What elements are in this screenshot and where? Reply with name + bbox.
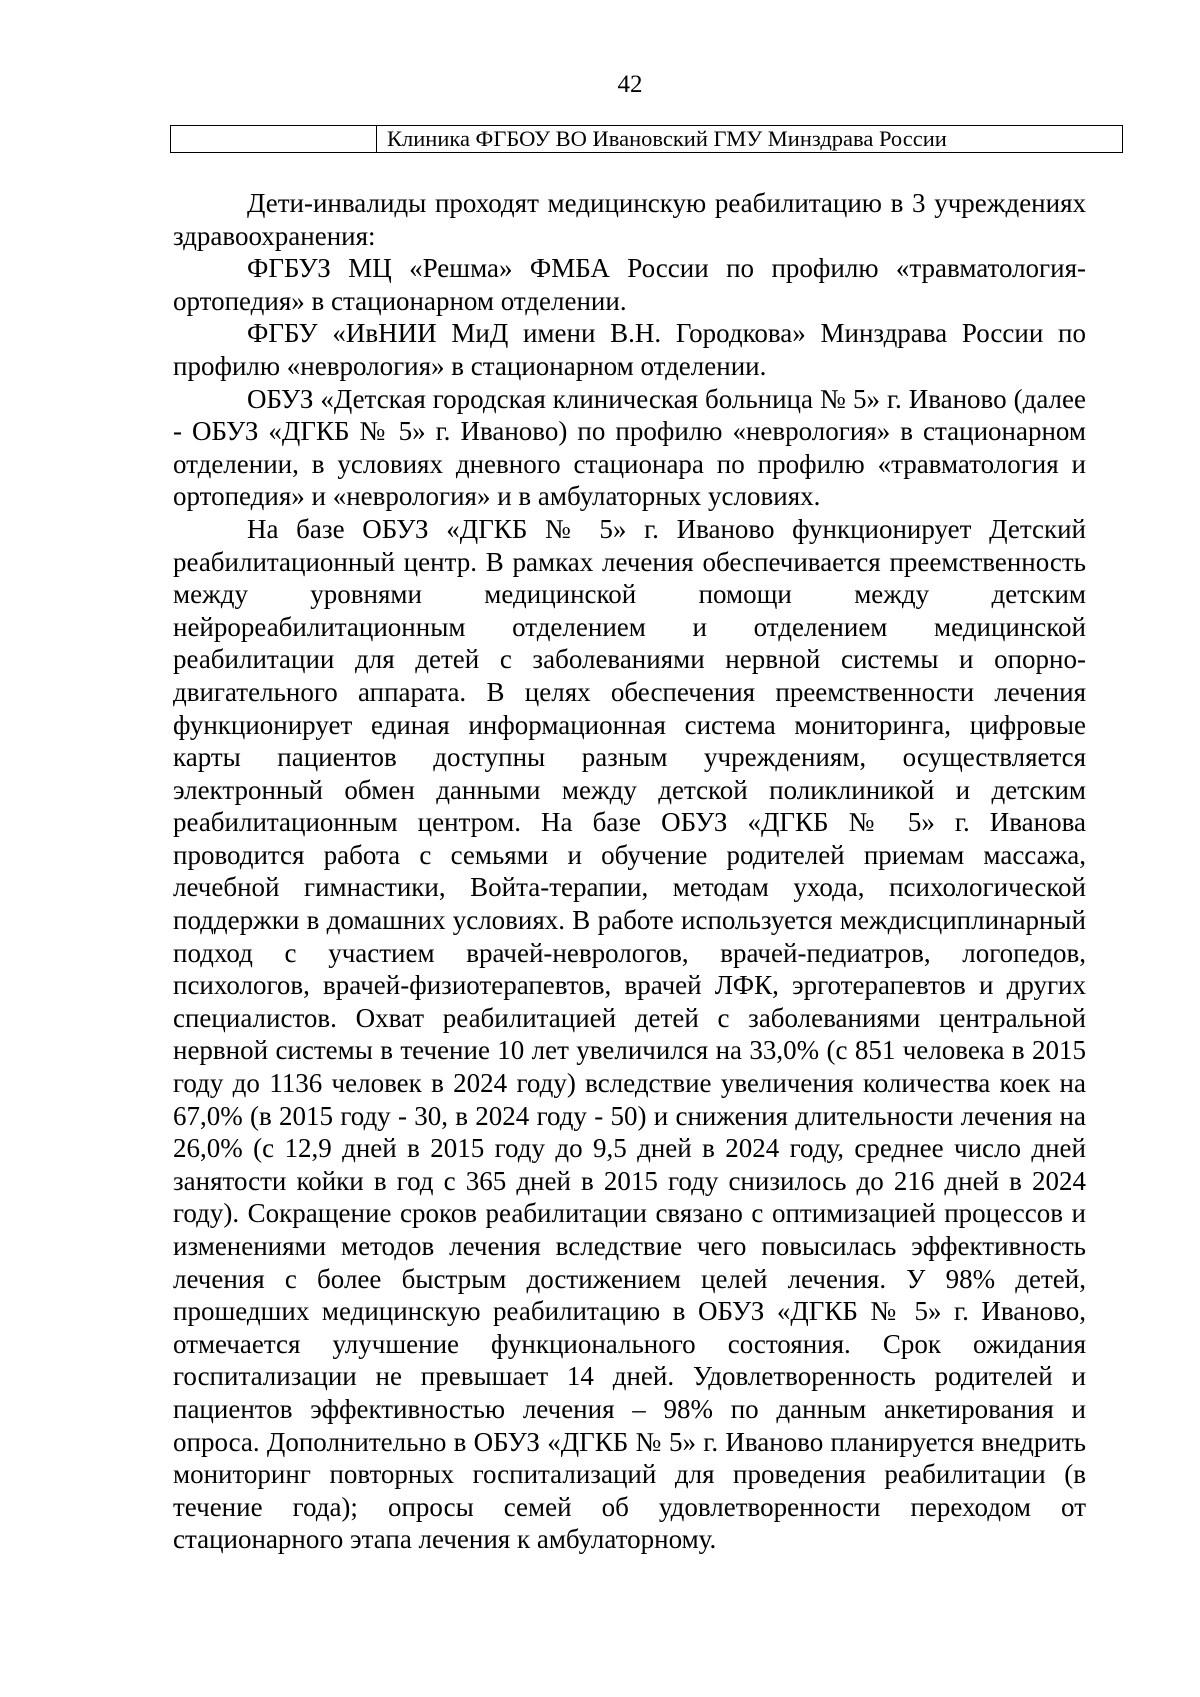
- paragraph-reshma: ФГБУЗ МЦ «Решма» ФМБА России по профилю «травматология-ортопедия» в стационарном отделении.: [173, 253, 1086, 316]
- body-text: [173, 187, 1086, 1556]
- paragraph-rehab-center: На базе ОБУЗ «ДГКБ № 5» г. Иваново функционирует Детский реабилитационный центр. В рамках лечения обеспечивается преемственность между уровнями медицинской помощи между детским нейрореабилитационным отделением и отделением медицинской реабилитации для детей с заболеваниями нервной системы и опорно-двигательного аппарата. В целях обеспечения преемственности лечения функционирует единая информационная система мониторинга, цифровые карты пациентов доступны разным учреждениям, осуществляется электронный обмен данными между детской поликлиникой и детским реабилитационным центром. На базе ОБУЗ «ДГКБ № 5» г. Иванова проводится работа с семьями и обучение родителей приемам массажа, лечебной гимнастики, Войта-терапии, методам ухода, психологической поддержки в домашних условиях. В работе используется междисциплинарный подход с участием врачей-неврологов, врачей-педиатров, логопедов, психологов, врачей-физиотерапевтов, врачей ЛФК, эрготерапевтов и других специалистов. Охват реабилитацией детей с заболеваниями центральной нервной системы в течение 10 лет увеличился на 33,0% (с 851 человека в 2015 году до 1136 человек в 2024 году) вследствие увеличения количества коек на 67,0% (в 2015 году - 30, в 2024 году - 50) и снижения длительности лечения на 26,0% (с 12,9 дней в 2015 году до 9,5 дней в 2024 году, среднее число дней занятости койки в год с 365 дней в 2015 году снизилось до 216 дней в 2024 году). Сокращение сроков реабилитации связано с оптимизацией процессов и изменениями методов лечения вследствие чего повысилась эффективность лечения с более быстрым достижением целей лечения. У 98% детей, прошедших медицинскую реабилитацию в ОБУЗ «ДГКБ № 5» г. Иваново, отмечается улучшение функционального состояния. Срок ожидания госпитализации не превышает 14 дней. Удовлетворенность родителей и пациентов эффективностью лечения – 98% по данным анкетирования и опроса. Дополнительно в ОБУЗ «ДГКБ № 5» г. Иваново планируется внедрить мониторинг повторных госпитализаций для проведения реабилитации (в течение года); опросы семей об удовлетворенности переходом от стационарного этапа лечения к амбулаторному.: [173, 513, 1086, 1555]
- paragraph-dgkb-5: ОБУЗ «Детская городская клиническая больница № 5» г. Иваново (далее - ОБУЗ «ДГКБ № 5» г. Иваново) по профилю «неврология» в стационарном отделении, в условиях дневного стационара по профилю «травматология и ортопедия» и «неврология» и в амбулаторных условиях.: [173, 383, 1086, 512]
- page-number: 42: [617, 71, 643, 98]
- header-empty-cell: [171, 126, 377, 153]
- paragraph-ivnii-mid: ФГБУ «ИвНИИ МиД имени В.Н. Городкова» Минздрава России по профилю «неврология» в стационарном отделении.: [173, 318, 1086, 381]
- header-row: [171, 126, 1123, 153]
- header-table: [170, 125, 1123, 153]
- clinic-name-cell: Клиника ФГБОУ ВО Ивановский ГМУ Минздрава России: [377, 126, 1123, 153]
- paragraph-disabled-children-intro: Дети-инвалиды проходят медицинскую реабилитацию в 3 учреждениях здравоохранения:: [173, 188, 1086, 251]
